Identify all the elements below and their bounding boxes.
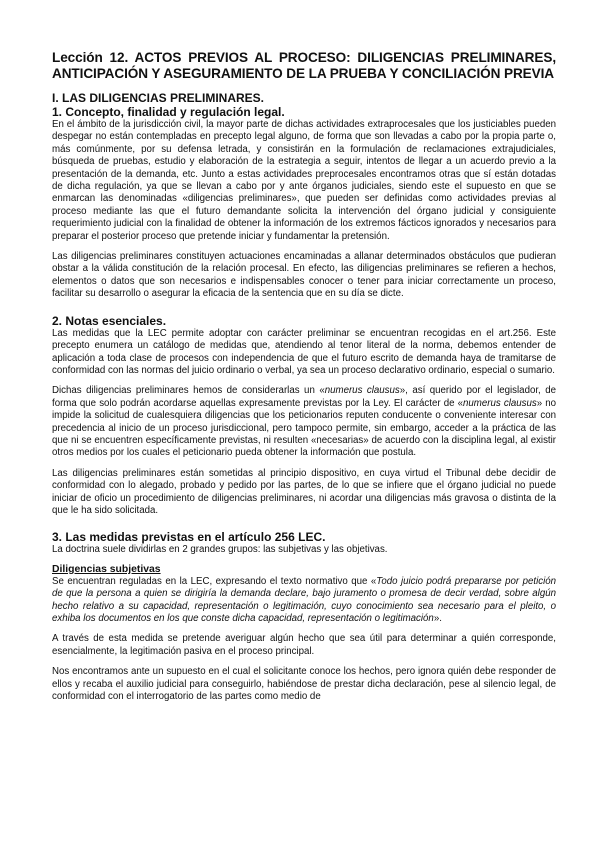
lesson-title: Lección 12. ACTOS PREVIOS AL PROCESO: DILIGENCIAS PRELIMINARES, ANTICIPACIÓN Y ASEGURAMIENTO DE LA PRUEBA Y CONCILIACIÓN PREVIA <box>52 50 556 81</box>
paragraph-concepto-1: En el ámbito de la jurisdicción civil, la mayor parte de dichas actividades extraprocesales que los justiciables pueden despegar no están contempladas en precepto legal alguno, de forma que son llevadas a cabo por la propia parte o, más comúnmente, por su defensa letrada, y consistirán en la formulación de reclamaciones extrajudiciales, búsqueda de pruebas, estudio y elaboración de la estrategia a seguir, intentos de llegar a un acuerdo previo a la presentación de la demanda, etc. Junto a estas actividades preprocesales encontramos otras que sí están dotadas de dicha regulación, ya que se llevan a cabo por y ante órganos judiciales, siendo este el supuesto en que se enmarcan las denominadas «diligencias preliminares», que pueden ser definidas como actividades previas al proceso mediante las que el futuro demandante solicita la intervención del órgano judicial y consiguiente requerimiento judicial con la finalidad de obtener la información de los extremos fácticos ignorados y necesarios para preparar el posterior proceso que pretende iniciar y fundamentar la pretensión. <box>52 119 556 242</box>
latin-term: numerus clausus <box>324 385 400 397</box>
paragraph-medidas-1: La doctrina suele dividirlas en 2 grandes grupos: las subjetivas y las objetivas. <box>52 544 388 556</box>
paragraph-notas-2: Dichas diligencias preliminares hemos de considerarlas un «numerus clausus», así querido por el legislador, de forma que solo podrán acordarse aquellas expresamente previstas por la Ley. El carácter de «numerus clausus» no impide la solicitud de cualesquiera diligencias que los peticionarios reputen conducente o conveniente interesar con precedencia al inicio de un proceso jurisdiccional, pero tampoco permite, sin embargo, acceder a la práctica de las que ni se encuentren específicamente previstas, ni resulten «necesarias» de acuerdo con la disciplina legal, al existir otros medios por los cuales el peticionario pueda obtener la información que postula. <box>52 385 557 459</box>
subheading-diligencias-subjetivas: Diligencias subjetivas <box>52 563 161 575</box>
paragraph-medidas-2: Se encuentran reguladas en la LEC, expresando el texto normativo que «Todo juicio podrá prepararse por petición de que la persona a quien se dirigiría la demanda declare, bajo juramento o promesa de decir verdad, sobre algún hecho relativo a su capacidad, representación o legitimación, cuyo conocimiento sea necesario para el pleito, o exhiba los documentos en los que conste dicha capacidad, representación o legitimación». <box>52 575 556 624</box>
paragraph-notas-3: Las diligencias preliminares están sometidas al principio dispositivo, en cuya virtud el Tribunal debe decidir de conformidad con lo alegado, probado y pedido por las partes, de lo que se infiere que el órgano judicial no puede iniciar de oficio un procedimiento de diligencias preliminares, ni acordar una diligencias más gravosa o distinta de la que le ha sido solicitada. <box>52 467 556 516</box>
section-heading-diligencias: I. LAS DILIGENCIAS PRELIMINARES. <box>52 91 265 105</box>
quoted-law-text: Todo juicio podrá prepararse por petición de que la persona a quien se dirigiría la demanda declare, bajo juramento o promesa de decir verdad, sobre algún hecho relativo a su capacidad, representación o legitimación, cuyo conocimiento sea necesario para el pleito, o exhiba los documentos en los que conste dicha capacidad, representación o legitimación <box>52 575 556 624</box>
paragraph-notas-1: Las medidas que la LEC permite adoptar con carácter preliminar se encuentran recogidas en el art.256. Este precepto enumera un catálogo de medidas que, atendiendo al tenor literal de la norma, debemos entender de aplicación a toda clase de procesos con independencia de que el futuro escrito de demanda haya de tramitarse de conformidad con las normas del juicio ordinario o verbal, ya sea un proceso declarativo ordinario, especial o sumario. <box>52 327 556 376</box>
paragraph-medidas-3: A través de esta medida se pretende averiguar algún hecho que sea útil para determinar a quién corresponde, esencialmente, la legitimación pasiva en el proceso principal. <box>52 633 556 657</box>
subsection-heading-notas: 2. Notas esenciales. <box>52 313 167 328</box>
paragraph-medidas-4: Nos encontramos ante un supuesto en el cual el solicitante conoce los hechos, pero ignora quién debe responder de ellos y recaba el auxilio judicial para conseguirlo, habiéndose de prestar dicha declaración, pese al silencio legal, de conformidad con el interrogatorio de las partes como medio de <box>52 666 556 703</box>
paragraph-concepto-2: Las diligencias preliminares constituyen actuaciones encaminadas a allanar determinados obstáculos que pudieran obstar a la válida constitución de la relación procesal. En efecto, las diligencias preliminares se refieren a hechos, elementos o datos que son necesarios e indispensables conocer o tener para iniciar correctamente un proceso, facilitar su desarrollo o asegurar la eficacia de la sentencia que en su día se dicte. <box>52 251 556 300</box>
subsection-heading-medidas: 3. Las medidas previstas en el artículo 256 LEC. <box>52 530 326 545</box>
document-page <box>52 50 556 711</box>
subsection-heading-concepto: 1. Concepto, finalidad y regulación legal. <box>52 105 285 119</box>
latin-term: numerus clausus <box>463 397 537 409</box>
